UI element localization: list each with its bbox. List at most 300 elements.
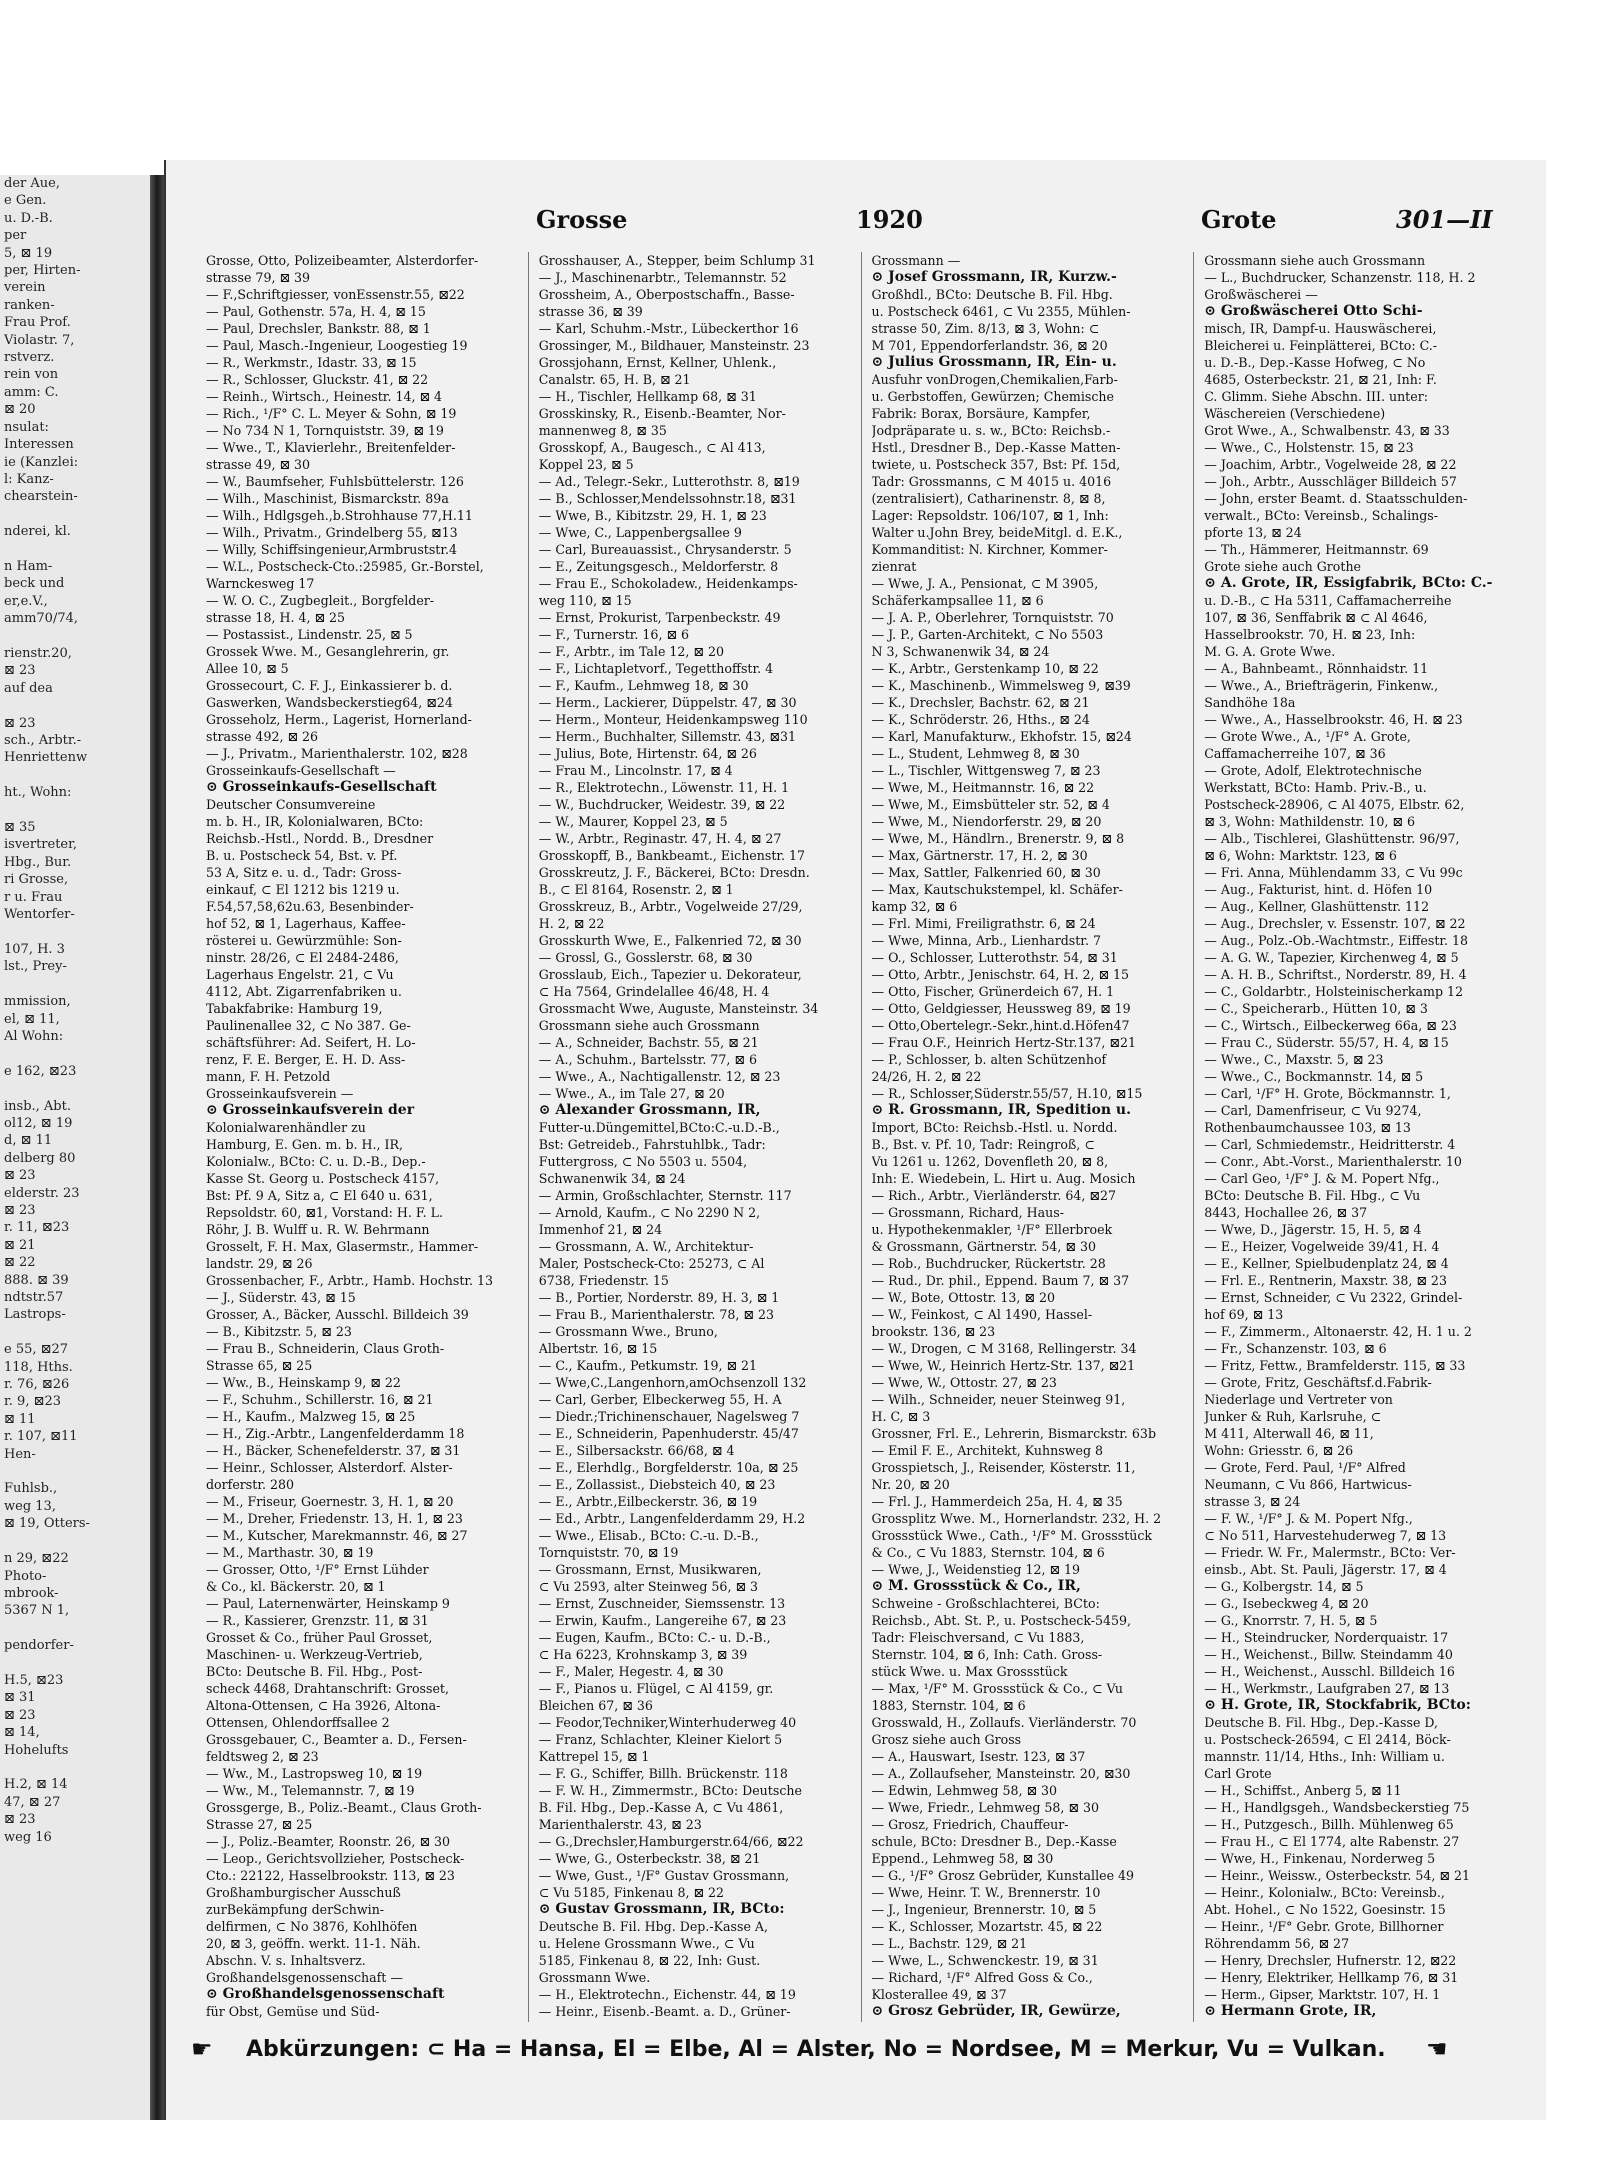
- directory-entry: — Aug., Drechsler, v. Essenstr. 107, ⊠ 22: [1204, 916, 1466, 931]
- directory-entry: — K., Drechsler, Bachstr. 62, ⊠ 21: [871, 695, 1090, 710]
- directory-entry: — A., Zollaufseher, Mansteinstr. 20, ⊠30: [871, 1766, 1131, 1781]
- left-page-fragment: [0, 1045, 150, 1062]
- left-page-fragment: weg 16: [4, 1829, 52, 1845]
- directory-entry: — R., Schlosser, Gluckstr. 41, ⊠ 22: [206, 372, 429, 387]
- header-left-word: Grosse: [536, 205, 628, 234]
- directory-entry: Koppel 23, ⊠ 5: [538, 457, 634, 472]
- directory-entry: ⊙ M. Grossstück & Co., IR,: [871, 1578, 1081, 1594]
- directory-entry: — P., Schlosser, b. alten Schützenhof: [871, 1052, 1107, 1067]
- directory-entry: — J. P., Garten-Architekt, ⊂ No 5503: [871, 627, 1104, 642]
- directory-entry: Grosskreuz, B., Arbtr., Vogelweide 27/29,: [538, 899, 803, 914]
- directory-entry: renz, F. E. Berger, E. H. D. Ass-: [206, 1052, 406, 1067]
- directory-entry: ⊙ A. Grote, IR, Essigfabrik, BCto: C.-: [1204, 575, 1493, 591]
- directory-entry: mannenweg 8, ⊠ 35: [538, 423, 667, 438]
- left-page-fragment: [0, 976, 150, 993]
- directory-entry: ⊂ Vu 5185, Finkenau 8, ⊠ 22: [538, 1885, 725, 1900]
- directory-entry: — F., Kaufm., Lehmweg 18, ⊠ 30: [538, 678, 749, 693]
- directory-entry: Grossinger, M., Bildhauer, Mansteinstr. 23: [538, 338, 810, 353]
- directory-entry: Import, BCto: Reichsb.-Hstl. u. Nordd.: [871, 1120, 1118, 1135]
- directory-entry: — Wwe, L., Schwenckestr. 19, ⊠ 31: [871, 1953, 1099, 1968]
- directory-entry: — K., Schlosser, Mozartstr. 45, ⊠ 22: [871, 1919, 1103, 1934]
- directory-entry: — Wwe, H., Finkenau, Norderweg 5: [1204, 1851, 1436, 1866]
- directory-entry: Jodpräparate u. s. w., BCto: Reichsb.-: [871, 423, 1111, 438]
- directory-entry: — Wwe, Gust., ¹/F° Gustav Grossmann,: [538, 1868, 790, 1883]
- left-page-fragment: [0, 1655, 150, 1672]
- left-page-fragment: e 55, ⊠27: [4, 1342, 69, 1358]
- directory-entry: Schwanenwik 34, ⊠ 24: [538, 1171, 686, 1186]
- directory-entry: Grosseinkaufsverein —: [206, 1086, 354, 1101]
- directory-entry: Grossmacht Wwe, Auguste, Mansteinstr. 34: [538, 1001, 819, 1016]
- left-page-fragment: 888. ⊠ 39: [4, 1272, 69, 1288]
- left-page-fragment: amm: C.: [4, 384, 59, 400]
- directory-entry: — Wwe., C., Holstenstr. 15, ⊠ 23: [1204, 440, 1414, 455]
- directory-entry: — Aug., Polz.-Ob.-Wachtmstr., Eiffestr. 18: [1204, 933, 1469, 948]
- directory-entry: — F. G., Schiffer, Billh. Brückenstr. 118: [538, 1766, 788, 1781]
- directory-entry: — Leop., Gerichtsvollzieher, Postscheck-: [206, 1851, 465, 1866]
- left-page-fragment: rienstr.20,: [4, 645, 72, 661]
- directory-entry: Kolonialwarenhändler zu: [206, 1120, 366, 1135]
- directory-entry: Grosshauser, A., Stepper, beim Schlump 31: [538, 253, 816, 268]
- directory-entry: Tornquiststr. 70, ⊠ 19: [538, 1545, 679, 1560]
- directory-entry: — W., Arbtr., Reginastr. 47, H. 4, ⊠ 27: [538, 831, 782, 846]
- left-page-fragment: ⊠ 22: [4, 1255, 36, 1271]
- left-page-fragment: ie (Kanzlei:: [4, 454, 79, 470]
- directory-entry: Grossplitz Wwe. M., Hornerlandstr. 232, H. 2: [871, 1511, 1162, 1526]
- left-page-fragment: r. 107, ⊠11: [4, 1429, 78, 1445]
- directory-entry: — Wwe, M., Eimsbütteler str. 52, ⊠ 4: [871, 797, 1110, 812]
- directory-entry: ⊙ Grosseinkaufs-Gesellschaft: [206, 779, 437, 795]
- directory-entry: — Carl, Damenfriseur, ⊂ Vu 9274,: [1204, 1103, 1422, 1118]
- directory-entry: — Wwe, W., Heinrich Hertz-Str. 137, ⊠21: [871, 1358, 1136, 1373]
- left-page-fragment: delberg 80: [4, 1150, 76, 1166]
- directory-entry: — Heinr., Schlosser, Alsterdorf. Alster-: [206, 1460, 453, 1475]
- left-page-fragment: ri Grosse,: [4, 872, 69, 888]
- left-page-fragment: r. 11, ⊠23: [4, 1220, 70, 1236]
- directory-entry: — John, erster Beamt. d. Staatsschulden-: [1204, 491, 1468, 506]
- directory-entry: zurBekämpfung derSchwin-: [206, 1902, 385, 1917]
- column-1: [206, 252, 529, 2022]
- abbreviation-footer: [166, 2035, 1546, 2075]
- directory-entry: — K., Schröderstr. 26, Hths., ⊠ 24: [871, 712, 1090, 727]
- directory-entry: Paulinenallee 32, ⊂ No 387. Ge-: [206, 1018, 411, 1033]
- left-page-fragment: Interessen: [4, 437, 74, 453]
- directory-entry: — J., Poliz.-Beamter, Roonstr. 26, ⊠ 30: [206, 1834, 451, 1849]
- directory-entry: Hstl., Dresdner B., Dep.-Kasse Matten-: [871, 440, 1121, 455]
- directory-entry: — A., Hauswart, Isestr. 123, ⊠ 37: [871, 1749, 1086, 1764]
- directory-entry: — Arnold, Kaufm., ⊂ No 2290 N 2,: [538, 1205, 761, 1220]
- directory-entry: — No 734 N 1, Tornquiststr. 39, ⊠ 19: [206, 423, 444, 438]
- book-gutter: [150, 175, 164, 2120]
- directory-entry: ⊂ No 511, Harvestehuderweg 7, ⊠ 13: [1204, 1528, 1447, 1543]
- directory-entry: rösterei u. Gewürzmühle: Son-: [206, 933, 402, 948]
- left-page-fragment: ⊠ 11: [4, 1411, 36, 1427]
- page-number: 301—II: [1396, 205, 1493, 234]
- directory-entry: Grossheim, A., Oberpostschaffn., Basse-: [538, 287, 795, 302]
- directory-entry: [539, 2020, 857, 2022]
- directory-entry: — Ww., M., Lastropsweg 10, ⊠ 19: [206, 1766, 423, 1781]
- directory-entry: Grosskurth Wwe, E., Falkenried 72, ⊠ 30: [538, 933, 802, 948]
- directory-entry: Deutsche B. Fil. Hbg., Dep.-Kasse D,: [1204, 1715, 1439, 1730]
- directory-entry: — H., Elektrotechn., Eichenstr. 44, ⊠ 19: [538, 1987, 796, 2002]
- directory-entry: — Grosser, Otto, ¹/F° Ernst Lühder: [206, 1562, 429, 1577]
- directory-entry: F.54,57,58,62u.63, Besenbinder-: [206, 899, 414, 914]
- directory-entry: H. C, ⊠ 3: [871, 1409, 931, 1424]
- directory-entry: 1883, Sternstr. 104, ⊠ 6: [871, 1698, 1026, 1713]
- directory-entry: Großhdl., BCto: Deutsche B. Fil. Hbg.: [871, 287, 1113, 302]
- directory-entry: — M., Dreher, Friedenstr. 13, H. 1, ⊠ 23: [206, 1511, 463, 1526]
- left-page-fragment: ⊠ 19, Otters-: [4, 1516, 90, 1532]
- directory-entry: Wäschereien (Verschiedene): [1204, 406, 1386, 421]
- directory-entry: Sandhöhe 18a: [1204, 695, 1296, 710]
- directory-entry: — Paul, Gothenstr. 57a, H. 4, ⊠ 15: [206, 304, 426, 319]
- directory-entry: — Frau O.F., Heinrich Hertz-Str.137, ⊠21: [871, 1035, 1136, 1050]
- directory-entry: Nr. 20, ⊠ 20: [871, 1477, 950, 1492]
- directory-entry: Allee 10, ⊠ 5: [206, 661, 289, 676]
- directory-entry: Grossgebauer, C., Beamter a. D., Fersen-: [206, 1732, 467, 1747]
- directory-entry: — E., Schneiderin, Papenhuderstr. 45/47: [538, 1426, 799, 1441]
- directory-entry: Warnckesweg 17: [206, 576, 315, 591]
- directory-entry: 6738, Friedenstr. 15: [538, 1273, 669, 1288]
- column-4: [1204, 252, 1526, 2022]
- left-page-fragment: Photo-: [4, 1568, 47, 1584]
- directory-entry: — Julius, Bote, Hirtenstr. 64, ⊠ 26: [538, 746, 757, 761]
- directory-entry: — A. H. B., Schriftst., Norderstr. 89, H. 4: [1204, 967, 1467, 982]
- directory-entry: u. D.-B., ⊂ Ha 5311, Caffamacherreihe: [1204, 593, 1452, 608]
- directory-entry: — H., Bäcker, Schenefelderstr. 37, ⊠ 31: [206, 1443, 461, 1458]
- directory-entry: — Diedr.;Trichinenschauer, Nagelsweg 7: [538, 1409, 800, 1424]
- abbreviation-legend: Abkürzungen: ⊂ Ha = Hansa, El = Elbe, Al = Alster, No = Nordsee, M = Merkur, Vu = Vulkan.: [246, 2037, 1386, 2062]
- directory-entry: — Wwe, Heinr. T. W., Brennerstr. 10: [871, 1885, 1101, 1900]
- directory-entry: Rothenbaumchaussee 103, ⊠ 13: [1204, 1120, 1411, 1135]
- directory-entry: Grosskopff, B., Bankbeamt., Eichenstr. 17: [538, 848, 806, 863]
- directory-entry: — Feodor,Techniker,Winterhuderweg 40: [538, 1715, 797, 1730]
- directory-entry: — J., Ingenieur, Brennerstr. 10, ⊠ 5: [871, 1902, 1097, 1917]
- directory-entry: Großhamburgischer Ausschuß: [206, 1885, 401, 1900]
- left-page-fragment: [0, 923, 150, 940]
- directory-entry: Walter u.John Brey, beideMitgl. d. E.K.,: [871, 525, 1123, 540]
- directory-entry: — Otto,Obertelegr.-Sekr.,hint.d.Höfen47: [871, 1018, 1130, 1033]
- directory-entry: — Grossmann, Ernst, Musikwaren,: [538, 1562, 762, 1577]
- directory-entry: [1204, 2020, 1522, 2022]
- directory-entry: — Reinh., Wirtsch., Heinestr. 14, ⊠ 4: [206, 389, 443, 404]
- directory-entry: — G., ¹/F° Grosz Gebrüder, Kunstallee 49: [871, 1868, 1135, 1883]
- directory-entry: Grossenbacher, F., Arbtr., Hamb. Hochstr. 13: [206, 1273, 494, 1288]
- directory-entry: Grossecourt, C. F. J., Einkassierer b. d.: [206, 678, 453, 693]
- directory-entry: — Otto, Geldgiesser, Heussweg 89, ⊠ 19: [871, 1001, 1131, 1016]
- directory-entry: — H., Zig.-Arbtr., Langenfelderdamm 18: [206, 1426, 465, 1441]
- directory-entry: Grosseholz, Herm., Lagerist, Hornerland-: [206, 712, 472, 727]
- directory-entry: ⊠ 6, Wohn: Marktstr. 123, ⊠ 6: [1204, 848, 1397, 863]
- directory-entry: — Armin, Großschlachter, Sternstr. 117: [538, 1188, 792, 1203]
- directory-entry: Inh: E. Wiedebein, L. Hirt u. Aug. Mosich: [871, 1171, 1136, 1186]
- directory-entry: — Rud., Dr. phil., Eppend. Baum 7, ⊠ 37: [871, 1273, 1130, 1288]
- left-page-fragment: ol12, ⊠ 19: [4, 1115, 73, 1131]
- directory-entry: mann, F. H. Petzold: [206, 1069, 331, 1084]
- directory-entry: C. Glimm. Siehe Abschn. III. unter:: [1204, 389, 1428, 404]
- directory-entry: — Frau H., ⊂ El 1774, alte Rabenstr. 27: [1204, 1834, 1460, 1849]
- directory-entry: u. Postscheck-26594, ⊂ El 2414, Böck-: [1204, 1732, 1451, 1747]
- directory-entry: 4112, Abt. Zigarrenfabriken u.: [206, 984, 402, 999]
- left-page-fragment: 5, ⊠ 19: [4, 245, 53, 261]
- directory-entry: Grosskopf, A., Baugesch., ⊂ Al 413,: [538, 440, 766, 455]
- left-page-fragment: isvertreter,: [4, 837, 78, 853]
- directory-entry: — Wilh., Privatm., Grindelberg 55, ⊠13: [206, 525, 458, 540]
- directory-entry: Grosseinkaufs-Gesellschaft —: [206, 763, 396, 778]
- directory-entry: Schäferkampsallee 11, ⊠ 6: [871, 593, 1044, 608]
- directory-entry: kamp 32, ⊠ 6: [871, 899, 958, 914]
- directory-entry: — Wwe, M., Heitmannstr. 16, ⊠ 22: [871, 780, 1095, 795]
- directory-entry: Grosslaub, Eich., Tapezier u. Dekorateur,: [538, 967, 802, 982]
- directory-entry: schäftsführer: Ad. Seifert, H. Lo-: [206, 1035, 416, 1050]
- directory-entry: Grosswald, H., Zollaufs. Vierländerstr. 70: [871, 1715, 1137, 1730]
- directory-entry: Grossek Wwe. M., Gesanglehrerin, gr.: [206, 644, 450, 659]
- directory-entry: Grossjohann, Ernst, Kellner, Uhlenk.,: [538, 355, 777, 370]
- directory-entry: strasse 3, ⊠ 24: [1204, 1494, 1301, 1509]
- directory-entry: brookstr. 136, ⊠ 23: [871, 1324, 996, 1339]
- directory-entry: dorferstr. 280: [206, 1477, 295, 1492]
- directory-entry: — Grote Wwe., A., ¹/F° A. Grote,: [1204, 729, 1411, 744]
- directory-entry: — C., Kaufm., Petkumstr. 19, ⊠ 21: [538, 1358, 758, 1373]
- directory-entry: Grosz siehe auch Gross: [871, 1732, 1022, 1747]
- directory-entry: — Carl, ¹/F° H. Grote, Böckmannstr. 1,: [1204, 1086, 1451, 1101]
- directory-entry: — Frl. J., Hammerdeich 25a, H. 4, ⊠ 35: [871, 1494, 1123, 1509]
- directory-entry: Kolonialw., BCto: C. u. D.-B., Dep.-: [206, 1154, 426, 1169]
- directory-entry: einsb., Abt. St. Pauli, Jägerstr. 17, ⊠ 4: [1204, 1562, 1447, 1577]
- directory-entry: — Henry, Drechsler, Hufnerstr. 12, ⊠22: [1204, 1953, 1457, 1968]
- directory-entry: — C., Wirtsch., Eilbeckerweg 66a, ⊠ 23: [1204, 1018, 1457, 1033]
- directory-entry: — K., Maschinenb., Wimmelsweg 9, ⊠39: [871, 678, 1131, 693]
- directory-entry: — Grosz, Friedrich, Chauffeur-: [871, 1817, 1069, 1832]
- directory-entry: — Wwe., C., Maxstr. 5, ⊠ 23: [1204, 1052, 1384, 1067]
- directory-entry: weg 110, ⊠ 15: [538, 593, 632, 608]
- directory-entry: — R., Elektrotechn., Löwenstr. 11, H. 1: [538, 780, 790, 795]
- directory-entry: Canalstr. 65, H. B, ⊠ 21: [538, 372, 691, 387]
- directory-entry: Repsoldstr. 60, ⊠1, Vorstand: H. F. L.: [206, 1205, 444, 1220]
- left-page-fragment: [0, 802, 150, 819]
- left-page-fragment: mbrook-: [4, 1585, 59, 1601]
- directory-entry: Grossner, Frl. E., Lehrerin, Bismarckstr. 63b: [871, 1426, 1157, 1441]
- directory-entry: — Heinr., ¹/F° Gebr. Grote, Billhorner: [1204, 1919, 1444, 1934]
- directory-entry: — B., Schlosser,Mendelssohnstr.18, ⊠31: [538, 491, 797, 506]
- directory-entry: — E., Elerhdlg., Borgfelderstr. 10a, ⊠ 25: [538, 1460, 799, 1475]
- directory-entry: 107, ⊠ 36, Senffabrik ⊠ ⊂ Al 4646,: [1204, 610, 1428, 625]
- left-page-fragment: Violastr. 7,: [4, 332, 75, 348]
- directory-entry: — H., Steindrucker, Norderquaistr. 17: [1204, 1630, 1449, 1645]
- directory-entry: — Fritz, Fettw., Bramfelderstr. 115, ⊠ 33: [1204, 1358, 1466, 1373]
- directory-entry: — L., Buchdrucker, Schanzenstr. 118, H. 2: [1204, 270, 1476, 285]
- directory-entry: — Rob., Buchdrucker, Rückertstr. 28: [871, 1256, 1106, 1271]
- directory-entry: — Grossmann, Richard, Haus-: [871, 1205, 1064, 1220]
- left-page-fragment: e Gen.: [4, 193, 47, 209]
- directory-entry: — Wwe, Friedr., Lehmweg 58, ⊠ 30: [871, 1800, 1100, 1815]
- directory-entry: Klosterallee 49, ⊠ 37: [871, 1987, 1007, 2002]
- directory-entry: strasse 49, ⊠ 30: [206, 457, 311, 472]
- directory-entry: — Wilh., Hdlgsgeh.,b.Strohhause 77,H.11: [206, 508, 473, 523]
- directory-entry: — Frau B., Schneiderin, Claus Groth-: [206, 1341, 445, 1356]
- left-page-fragment: der Aue,: [4, 176, 60, 191]
- directory-entry: — Wwe,C.,Langenhorn,amOchsenzoll 132: [538, 1375, 807, 1390]
- directory-entry: Hamburg, E. Gen. m. b. H., IR,: [206, 1137, 403, 1152]
- directory-entry: — Conr., Abt.-Vorst., Marienthalerstr. 10: [1204, 1154, 1462, 1169]
- left-page-fragment: amm70/74,: [4, 611, 79, 627]
- directory-entry: — Frau B., Marienthalerstr. 78, ⊠ 23: [538, 1307, 774, 1322]
- directory-entry: ⊠ 3, Wohn: Mathildenstr. 10, ⊠ 6: [1204, 814, 1415, 829]
- directory-entry: — Carl, Schmiedemstr., Heidritterstr. 4: [1204, 1137, 1456, 1152]
- directory-entry: Strasse 27, ⊠ 25: [206, 1817, 313, 1832]
- directory-entry: — Grote, Ferd. Paul, ¹/F° Alfred: [1204, 1460, 1406, 1475]
- directory-entry: Caffamacherreihe 107, ⊠ 36: [1204, 746, 1386, 761]
- directory-entry: — Heinr., Weissw., Osterbeckstr. 54, ⊠ 21: [1204, 1868, 1470, 1883]
- directory-entry: Grossgerge, B., Poliz.-Beamt., Claus Groth-: [206, 1800, 482, 1815]
- directory-entry: — G., Knorrstr. 7, H. 5, ⊠ 5: [1204, 1613, 1378, 1628]
- left-page-edge: [0, 175, 153, 2120]
- directory-entry: — O., Schlosser, Lutterothstr. 54, ⊠ 31: [871, 950, 1118, 965]
- directory-entry: Schweine - Großschlachterei, BCto:: [871, 1596, 1100, 1611]
- directory-entry: Deutsche B. Fil. Hbg. Dep.-Kasse A,: [538, 1919, 768, 1934]
- directory-entry: verwalt., BCto: Vereinsb., Schalings-: [1204, 508, 1439, 523]
- directory-entry: ninstr. 28/26, ⊂ El 2484-2486,: [206, 950, 399, 965]
- directory-entry: delfirmen, ⊂ No 3876, Kohlhöfen: [206, 1919, 418, 1934]
- directory-entry: — A., Schuhm., Bartelsstr. 77, ⊠ 6: [538, 1052, 757, 1067]
- directory-entry: — W., Buchdrucker, Weidestr. 39, ⊠ 22: [538, 797, 786, 812]
- directory-entry: 20, ⊠ 3, geöffn. werkt. 11-1. Näh.: [206, 1936, 421, 1951]
- left-page-fragment: lst., Prey-: [4, 959, 67, 975]
- pointing-hand-left-icon: ☛: [191, 2035, 213, 2063]
- directory-entry: [206, 2020, 524, 2022]
- directory-entry: — R., Schlosser,Süderstr.55/57, H.10, ⊠15: [871, 1086, 1143, 1101]
- directory-entry: — Herm., Gipser, Marktstr. 107, H. 1: [1204, 1987, 1441, 2002]
- directory-entry: Grossmann siehe auch Grossmann: [1204, 253, 1426, 268]
- directory-entry: — A., Schneider, Bachstr. 55, ⊠ 21: [538, 1035, 759, 1050]
- directory-entry: — F., Arbtr., im Tale 12, ⊠ 20: [538, 644, 725, 659]
- directory-entry: mannstr. 11/14, Hths., Inh: William u.: [1204, 1749, 1445, 1764]
- directory-entry: Tadr: Fleischversand, ⊂ Vu 1883,: [871, 1630, 1085, 1645]
- directory-entry: Carl Grote: [1204, 1766, 1272, 1781]
- directory-entry: — Wwe, Minna, Arb., Lienhardstr. 7: [871, 933, 1101, 948]
- left-page-fragment: [0, 506, 150, 523]
- directory-entry: — Wwe, J. A., Pensionat, ⊂ M 3905,: [871, 576, 1099, 591]
- directory-entry: — J., Maschinenarbtr., Telemannstr. 52: [538, 270, 787, 285]
- directory-entry: & Co., ⊂ Vu 1883, Sternstr. 104, ⊠ 6: [871, 1545, 1105, 1560]
- directory-entry: stück Wwe. u. Max Grossstück: [871, 1664, 1068, 1679]
- directory-entry: u. Hypothekenmakler, ¹/F° Ellerbroek: [871, 1222, 1113, 1237]
- directory-entry: — W., Bote, Ottostr. 13, ⊠ 20: [871, 1290, 1056, 1305]
- directory-entry: hof 52, ⊠ 1, Lagerhaus, Kaffee-: [206, 916, 406, 931]
- left-page-fragment: rstverz.: [4, 350, 55, 366]
- directory-entry: ⊙ R. Grossmann, IR, Spedition u.: [871, 1102, 1131, 1118]
- directory-entry: — H., Werkmstr., Laufgraben 27, ⊠ 13: [1204, 1681, 1450, 1696]
- directory-entry: — A., Bahnbeamt., Rönnhaidstr. 11: [1204, 661, 1429, 676]
- directory-entry: Röhrendamm 56, ⊠ 27: [1204, 1936, 1350, 1951]
- directory-entry: M 411, Alterwall 46, ⊠ 11,: [1204, 1426, 1374, 1441]
- directory-entry: — Ernst, Schneider, ⊂ Vu 2322, Grindel-: [1204, 1290, 1463, 1305]
- directory-entry: — L., Bachstr. 129, ⊠ 21: [871, 1936, 1028, 1951]
- directory-entry: — Herm., Lackierer, Düppelstr. 47, ⊠ 30: [538, 695, 797, 710]
- directory-entry: Werkstatt, BCto: Hamb. Priv.-B., u.: [1204, 780, 1427, 795]
- header-right-word: Grote: [1201, 205, 1277, 234]
- directory-entry: Gaswerken, Wandsbeckerstieg64, ⊠24: [206, 695, 453, 710]
- directory-entry: — F., Zimmerm., Altonaerstr. 42, H. 1 u. 2: [1204, 1324, 1472, 1339]
- directory-entry: Albertstr. 16, ⊠ 15: [538, 1341, 658, 1356]
- left-page-fragment: 118, Hths.: [4, 1359, 73, 1375]
- directory-entry: Grot Wwe., A., Schwalbenstr. 43, ⊠ 33: [1204, 423, 1450, 438]
- directory-entry: — G., Isebeckweg 4, ⊠ 20: [1204, 1596, 1369, 1611]
- directory-entry: Strasse 65, ⊠ 25: [206, 1358, 313, 1373]
- directory-entry: — M., Friseur, Goernestr. 3, H. 1, ⊠ 20: [206, 1494, 454, 1509]
- left-page-fragment: el, ⊠ 11,: [4, 1011, 60, 1027]
- directory-entry: 4685, Osterbeckstr. 21, ⊠ 21, Inh: F.: [1204, 372, 1437, 387]
- directory-entry: Altona-Ottensen, ⊂ Ha 3926, Altona-: [206, 1698, 441, 1713]
- directory-entry: schule, BCto: Dresdner B., Dep.-Kasse: [871, 1834, 1117, 1849]
- directory-entry: — E., Kellner, Spielbudenplatz 24, ⊠ 4: [1204, 1256, 1449, 1271]
- directory-entry: — Eugen, Kaufm., BCto: C.- u. D.-B.,: [538, 1630, 771, 1645]
- directory-entry: — Grote, Fritz, Geschäftsf.d.Fabrik-: [1204, 1375, 1432, 1390]
- left-page-fragment: Henriettenw: [4, 750, 88, 766]
- directory-entry: — Richard, ¹/F° Alfred Goss & Co.,: [871, 1970, 1093, 1985]
- directory-page: [164, 160, 1546, 2120]
- directory-entry: ⊙ H. Grote, IR, Stockfabrik, BCto:: [1204, 1697, 1471, 1713]
- directory-entry: — Wilh., Maschinist, Bismarckstr. 89a: [206, 491, 449, 506]
- directory-entry: — Karl, Schuhm.-Mstr., Lübeckerthor 16: [538, 321, 799, 336]
- directory-entry: — Grossl, G., Gosslerstr. 68, ⊠ 30: [538, 950, 753, 965]
- directory-entry: — Frau C., Süderstr. 55/57, H. 4, ⊠ 15: [1204, 1035, 1449, 1050]
- directory-entry: u. Gerbstoffen, Gewürzen; Chemische: [871, 389, 1114, 404]
- directory-entry: — Willy, Schiffsingenieur,Armbruststr.4: [206, 542, 458, 557]
- directory-entry: — Paul, Drechsler, Bankstr. 88, ⊠ 1: [206, 321, 431, 336]
- directory-entry: — B., Kibitzstr. 5, ⊠ 23: [206, 1324, 352, 1339]
- directory-entry: — W., Drogen, ⊂ M 3168, Rellingerstr. 34: [871, 1341, 1137, 1356]
- directory-entry: — H., Tischler, Hellkamp 68, ⊠ 31: [538, 389, 757, 404]
- directory-entry: — M., Marthastr. 30, ⊠ 19: [206, 1545, 374, 1560]
- directory-entry: Wohn: Griesstr. 6, ⊠ 26: [1204, 1443, 1354, 1458]
- directory-entry: — H., Handlgsgeh., Wandsbeckerstieg 75: [1204, 1800, 1470, 1815]
- directory-entry: Bleichen 67, ⊠ 36: [538, 1698, 653, 1713]
- directory-entry: — Henry, Elektriker, Hellkamp 76, ⊠ 31: [1204, 1970, 1459, 1985]
- directory-entry: scheck 4468, Drahtanschrift: Grosset,: [206, 1681, 449, 1696]
- directory-entry: — Erwin, Kaufm., Langereihe 67, ⊠ 23: [538, 1613, 787, 1628]
- directory-entry: — Grote, Adolf, Elektrotechnische: [1204, 763, 1422, 778]
- left-page-fragment: Lastrops-: [4, 1307, 66, 1323]
- directory-entry: strasse 36, ⊠ 39: [538, 304, 643, 319]
- left-page-fragment: Hbg., Bur.: [4, 854, 72, 870]
- directory-entry: — C., Goldarbtr., Holsteinischerkamp 12: [1204, 984, 1464, 999]
- directory-entry: ⊙ Julius Grossmann, IR, Ein- u.: [871, 354, 1117, 370]
- directory-entry: Grossmann siehe auch Grossmann: [538, 1018, 760, 1033]
- directory-entry: Immenhof 21, ⊠ 24: [538, 1222, 663, 1237]
- left-page-fragment: Frau Prof.: [4, 315, 71, 331]
- left-page-fragment: ⊠ 23: [4, 1168, 36, 1184]
- directory-entry: Grossstück Wwe., Cath., ¹/F° M. Grossstück: [871, 1528, 1153, 1543]
- directory-entry: — Heinr., Eisenb.-Beamt. a. D., Grüner-: [538, 2004, 791, 2019]
- directory-entry: — F., Maler, Hegestr. 4, ⊠ 30: [538, 1664, 724, 1679]
- directory-entry: Kommanditist: N. Kirchner, Kommer-: [871, 542, 1108, 557]
- directory-entry: — Fri. Anna, Mühlendamm 33, ⊂ Vu 99c: [1204, 865, 1463, 880]
- directory-entry: ⊙ Hermann Grote, IR,: [1204, 2003, 1377, 2019]
- left-page-fragment: nsulat:: [4, 419, 49, 435]
- directory-entry: Hasselbrookstr. 70, H. ⊠ 23, Inh:: [1204, 627, 1416, 642]
- directory-entry: für Obst, Gemüse und Süd-: [206, 2004, 380, 2019]
- directory-entry: — Franz, Schlachter, Kleiner Kielort 5: [538, 1732, 783, 1747]
- directory-entry: N 3, Schwanenwik 34, ⊠ 24: [871, 644, 1050, 659]
- directory-entry: — Grossmann Wwe., Bruno,: [538, 1324, 718, 1339]
- directory-entry: — F. W. H., Zimmermstr., BCto: Deutsche: [538, 1783, 802, 1798]
- directory-entry: — Wilh., Schneider, neuer Steinweg 91,: [871, 1392, 1126, 1407]
- directory-entry: Kasse St. Georg u. Postscheck 4157,: [206, 1171, 440, 1186]
- left-page-fragment: per, Hirten-: [4, 263, 81, 279]
- left-page-fragment: [0, 767, 150, 784]
- directory-entry: twiete, u. Postscheck 357, Bst: Pf. 15d,: [871, 457, 1121, 472]
- directory-entry: — F., Schuhm., Schillerstr. 16, ⊠ 21: [206, 1392, 434, 1407]
